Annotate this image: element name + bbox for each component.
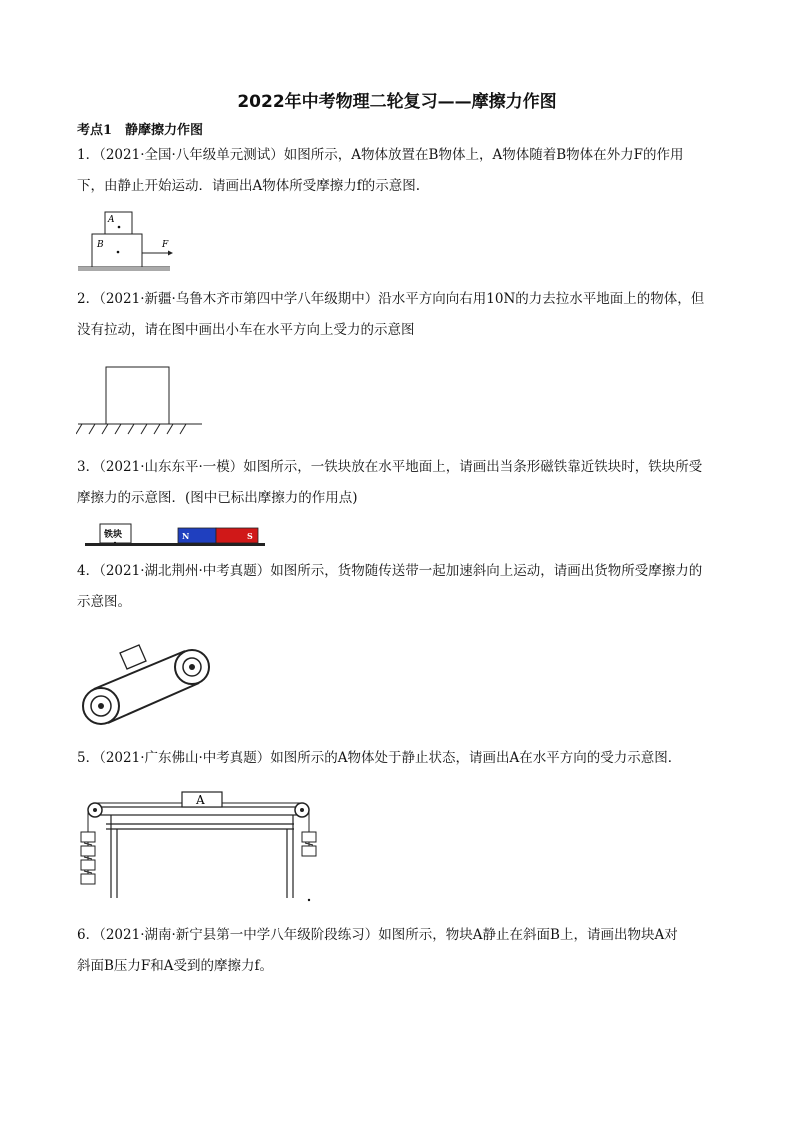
figure-5-pulley-table: [73, 788, 323, 904]
ground-surface: [85, 543, 265, 546]
label-b: B: [97, 240, 104, 250]
left-pulley-axle: [93, 808, 97, 812]
page-title: 2022年中考物理二轮复习——摩擦力作图: [237, 92, 557, 112]
question-4: [77, 556, 727, 618]
iron-block-label: 铁块: [104, 530, 123, 540]
pole-n-label: N: [182, 531, 190, 541]
right-weight-stack: [302, 832, 316, 856]
upper-axle: [189, 664, 195, 670]
question-2-line-2: 没有拉动，请在图中画出小车在水平方向上受力的示意图: [77, 322, 415, 338]
question-1-line-1: 1．（2021·全国·八年级单元测试）如图所示，A物体放置在B物体上，A物体随着B物体在外力F的作用: [77, 147, 684, 163]
point-a: [118, 226, 121, 229]
figure-3-iron-and-magnet: [85, 520, 270, 552]
question-5-line-1: 5．（2021·广东佛山·中考真题）如图所示的A物体处于静止状态，请画出A在水平方向的受力示意图．: [77, 750, 682, 766]
lower-axle: [98, 703, 104, 709]
block-a-label: A: [196, 793, 205, 807]
cargo-box: [120, 645, 146, 669]
question-1-line-2: 下，由静止开始运动．请画出A物体所受摩擦力f的示意图.: [77, 178, 421, 194]
left-weight-stack: [81, 832, 95, 884]
question-6-line-1: 6．（2021·湖南·新宁县第一中学八年级阶段练习）如图所示，物块A静止在斜面B上，请画出物块A对: [77, 927, 678, 943]
question-2: [77, 284, 727, 346]
ground-hatch: [76, 424, 186, 434]
question-5: [77, 743, 727, 774]
force-arrow-head: [168, 251, 173, 256]
question-3-line-2: 摩擦力的示意图．(图中已标出摩擦力的作用点): [77, 490, 358, 506]
question-2-line-1: 2．（2021·新疆·乌鲁木齐市第四中学八年级期中）沿水平方向向右用10N的力去拉水平地面上的物体，但: [77, 291, 705, 307]
stray-dot: [308, 899, 310, 901]
belt-bottom: [108, 683, 199, 723]
label-a: A: [108, 215, 115, 225]
label-f: F: [162, 240, 169, 250]
question-4-line-1: 4．（2021·湖北荆州·中考真题）如图所示，货物随传送带一起加速斜向上运动，请画出货物所受摩擦力的: [77, 563, 703, 579]
question-6: [77, 920, 727, 982]
figure-4-conveyor-belt: [78, 636, 218, 728]
point-b: [117, 251, 120, 254]
pole-s-label: S: [247, 531, 253, 541]
figure-2-box-on-ground: [76, 366, 206, 436]
table-top: [94, 807, 302, 815]
question-6-line-2: 斜面B压力F和A受到的摩擦力f。: [77, 958, 274, 974]
ground-hatch: [78, 267, 170, 271]
block-b: [92, 234, 142, 267]
question-4-line-2: 示意图。: [77, 594, 131, 610]
figure-1-stacked-blocks: [78, 208, 188, 272]
question-3: [77, 452, 727, 514]
question-3-line-1: 3．（2021·山东东平·一模）如图所示，一铁块放在水平地面上，请画出当条形磁铁靠近铁块时，铁块所受: [77, 459, 703, 475]
section-heading: 考点1 静摩擦力作图: [77, 123, 204, 138]
right-pulley-axle: [300, 808, 304, 812]
box: [106, 367, 169, 424]
question-1: [77, 140, 727, 202]
